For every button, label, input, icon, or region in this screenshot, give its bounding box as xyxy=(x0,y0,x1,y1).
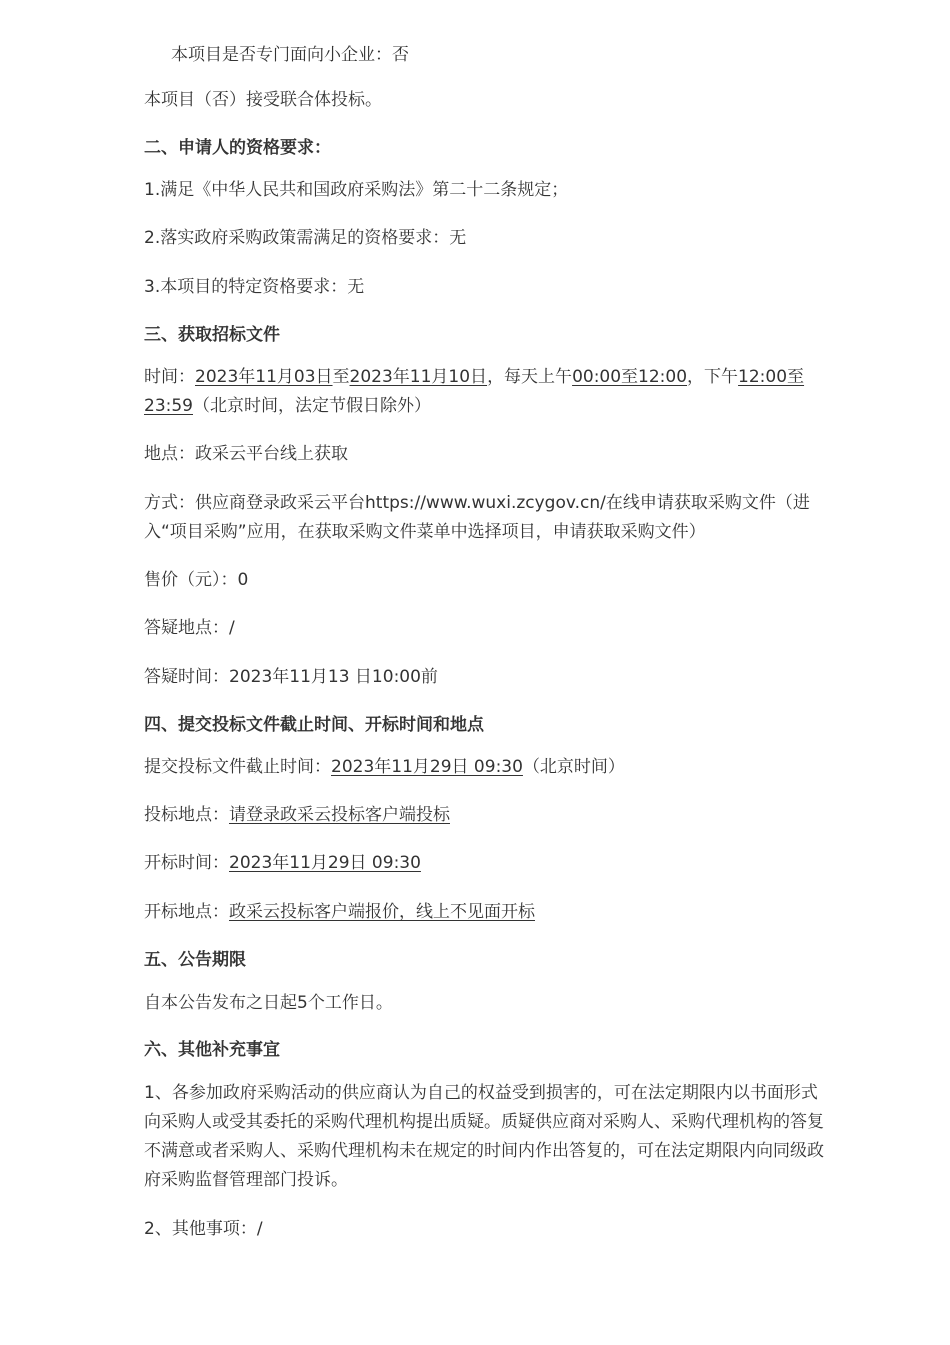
section-heading-other: 六、其他补充事宜 xyxy=(144,1040,280,1060)
small-enterprise-line: 本项目是否专门面向小企业：否 xyxy=(171,45,409,65)
time-mid: ，每天上午 xyxy=(487,367,573,387)
section-heading-deadline: 四、提交投标文件截止时间、开标时间和地点 xyxy=(144,715,484,735)
acquisition-method: 方式：供应商登录政采云平台https://www.wuxi.zcygov.cn/在线申请获取采购文件（进入“项目采购”应用，在获取采购文件菜单中选择项目，申请获取采购文件） xyxy=(144,493,810,542)
time-mid2: ，下午 xyxy=(687,367,739,387)
section-heading-documents: 三、获取招标文件 xyxy=(144,325,280,345)
qualification-item-3: 3.本项目的特定资格要求：无 xyxy=(144,277,365,297)
opening-place xyxy=(144,898,824,927)
qa-time: 答疑时间：2023年11月13 日10:00前 xyxy=(144,667,438,687)
acquisition-time xyxy=(144,363,824,421)
open-time-value: 2023年11月29日 09:30 xyxy=(229,853,421,873)
section-heading-qualification: 二、申请人的资格要求： xyxy=(144,138,331,158)
other-item-1: 1、各参加政府采购活动的供应商认为自己的权益受到损害的，可在法定期限内以书面形式向采购人或受其委托的采购代理机构提出质疑。质疑供应商对采购人、采购代理机构的答复不满意或者采购人、采购代理机构未在规定的时间内作出答复的，可在法定期限内向同级政府采购监督管理部门投诉。 xyxy=(144,1083,824,1190)
submission-deadline xyxy=(144,753,824,782)
qualification-item-2: 2.落实政府采购政策需满足的资格要求：无 xyxy=(144,228,467,248)
bid-place-value: 请登录政采云投标客户端投标 xyxy=(229,805,450,825)
acquisition-place: 地点：政采云平台线上获取 xyxy=(144,444,348,464)
announcement-period: 自本公告发布之日起5个工作日。 xyxy=(144,993,393,1013)
open-time-label: 开标时间： xyxy=(144,853,229,873)
time-label: 时间： xyxy=(144,367,195,387)
time-end: 2023年11月10日 xyxy=(349,367,488,387)
bid-place xyxy=(144,801,824,830)
bid-place-label: 投标地点： xyxy=(144,805,229,825)
deadline-note: （北京时间） xyxy=(522,757,625,777)
time-note: （北京时间，法定节假日除外） xyxy=(193,396,431,416)
qa-place: 答疑地点：/ xyxy=(144,618,235,638)
joint-bid-line: 本项目（否）接受联合体投标。 xyxy=(144,90,382,110)
other-item-2: 2、其他事项：/ xyxy=(144,1219,263,1239)
document-price: 售价（元）：0 xyxy=(144,570,249,590)
time-to: 至 xyxy=(332,367,350,387)
open-place-label: 开标地点： xyxy=(144,902,229,922)
deadline-label: 提交投标文件截止时间： xyxy=(144,757,331,777)
open-place-value: 政采云投标客户端报价，线上不见面开标 xyxy=(229,902,535,922)
qualification-item-1: 1.满足《中华人民共和国政府采购法》第二十二条规定； xyxy=(144,180,569,200)
deadline-value: 2023年11月29日 09:30 xyxy=(331,757,523,777)
time-start: 2023年11月03日 xyxy=(195,367,333,387)
time-am: 00:00至12:00 xyxy=(572,367,688,387)
opening-time xyxy=(144,849,824,878)
time-pm: 12:00至23:59 xyxy=(144,367,805,416)
section-heading-period: 五、公告期限 xyxy=(144,950,246,970)
